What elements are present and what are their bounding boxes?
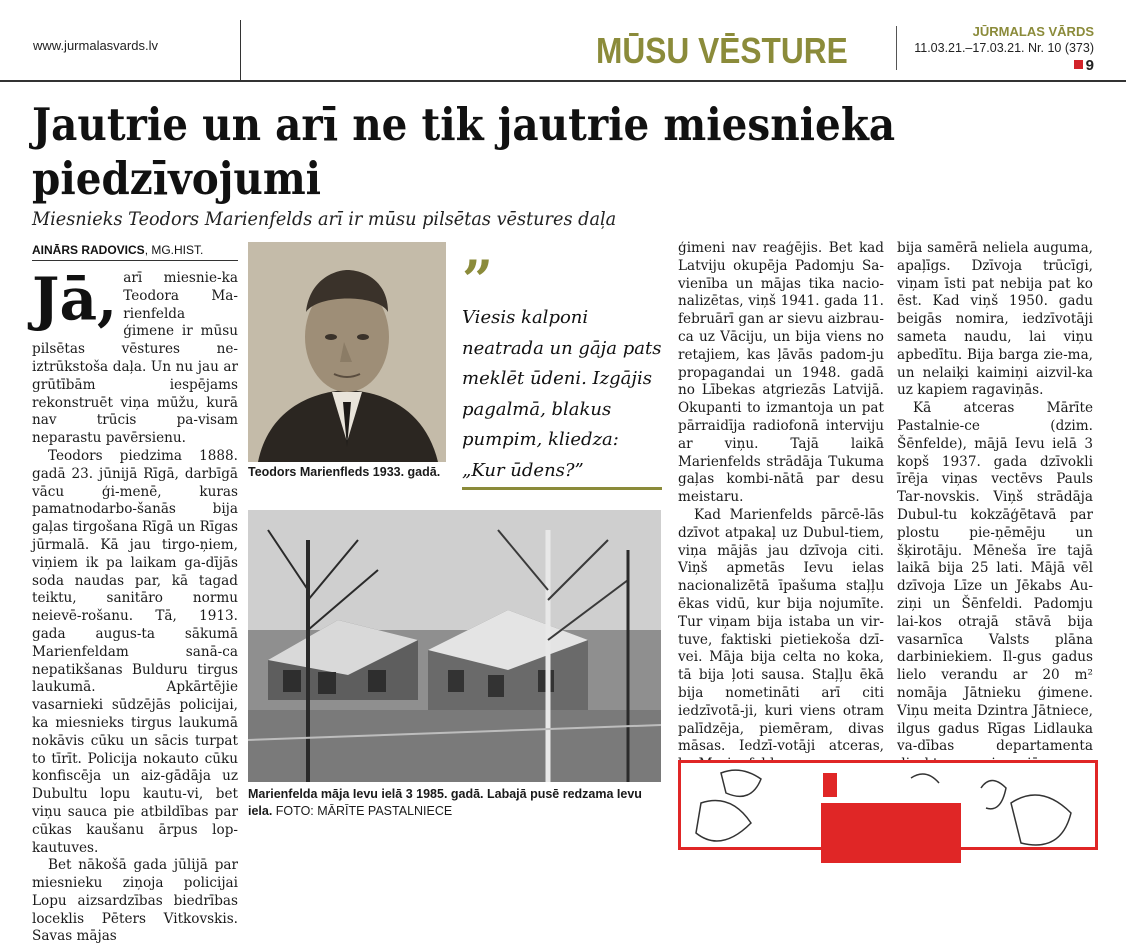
header-rule: [0, 80, 1126, 82]
byline: [32, 243, 203, 257]
paragraph-2: Teodors piedzima 1888. gadā 23. jūnijā Rīgā, darbīgā vācu ģi-menē, kuras pamatnodarbo-šanās bija gaļas tirgošana Rīgā un Rīgas jūrmalā. Kā jau tirgo-ņiem, viņiem ik pa laikam ga-dījās soda naudas par, kā tagad teiktu, sanitāro normu neievē-rošanu. Tā, 1913. gada augus-ta sākumā Marienfeldam sanā-ca nepatikšanas Bulduru tirgus laukumā. Apkārtējie vasarnieki sūdzējās policijai, ka miesnieks tirgus laukumā nokāvis cūku un sācis turpat to tīrīt. Policija nokauto cūku konfiscēja un aiz-gādāja uz Dubultu lopu kautu-vi, bet viņu sauca pie atbildības par cūkas kaušanu ārpus lop-kautuves.: [32, 447, 238, 856]
paragraph-1: [32, 265, 238, 448]
column-3: [678, 240, 884, 774]
author-name: AINĀRS RADOVICS: [32, 243, 145, 257]
pull-quote: Viesis kalponi neatrada un gāja pats meklēt ūdeni. Izgājis pagalmā, blakus pumpim, kliedza: „Kur ūdens?”: [462, 307, 662, 481]
pull-quote-rule: [462, 487, 662, 490]
byline-rule: [32, 260, 238, 261]
photo-credit: FOTO: MĀRĪTE PASTALNIECE: [272, 804, 453, 818]
paragraph-7: Kā atceras Mārīte Pastalnie-ce (dzim. Šēnfelde), mājā Ievu ielā 3 kopš 1937. gada dzīvokli īrēja viņas vectēvs Pauls Tar-novskis. Viņš strādāja Dubul-tu kokzāģētavā par plostu pie-ņēmēju un šķirotāju. Mēneša īre tajā laikā bija 25 lati. Mājā vēl dzīvoja Līze un Jēkabs Au-ziņi un Šēnfeldi. Padomju lai-kos otrajā stāvā bija vasarnīca Valsts plāna darbiniekiem. Il-gus gadus lielo verandu ar 20 m² nomāja Jātnieku ģimene. Viņu meita Dzintra Jātniece, ilgus gadus Rīgas Lidlauka va-dības departamenta: [897, 400, 1093, 755]
house-illustration: [248, 510, 661, 782]
header-separator: [240, 20, 241, 80]
paragraph-6: bija samērā neliela auguma, apaļīgs. Dzīvoja trūcīgi, viņam īsti pat nebija pat ko ēst. Kad viņš 1950. gadu beigās nomira, iedzīvotāji sameta naudu, lai viņu apbedītu. Bija barga zie-ma, un nelaiķi kaimiņi aizvil-ka uz kapiem ragaviņās.: [897, 240, 1093, 399]
house-caption-text: Marienfelda māja Ievu ielā 3 1985. gadā. Labajā pusē redzama Ievu iela.: [248, 787, 642, 818]
paragraph-4: ģimeni nav reaģējis. Bet kad Latviju okupēja Padomju Sa-vienība un mājas tika nacio-nalizētas, viņš 1941. gada 11. februārī gan ar sievu aizbrau-ca uz Vāciju, un bija viens no retajiem, kas ļāvās padom-ju propagandai un 1948. gadā no Lībekas atgriezās Latvijā. Okupanti to izmantoja un pat pārraidīja radiofonā interviju ar viņu. Tajā laikā Marienfelds strādāja Tukuma gaļas kombi-nātā par desu meistaru.: [678, 240, 884, 506]
vegetables-illustration: [681, 763, 1101, 853]
column-4: [897, 240, 1093, 827]
column-1: [32, 265, 238, 946]
dropcap: Jā,: [32, 265, 118, 333]
paragraph-3: Bet nākošā gada jūlijā par miesnieku ziņoja policijai Lopu aizsardzības biedrības loceklis Pēters Vitkovskis. Savas mājas: [32, 857, 238, 945]
headline: Jautrie un arī ne tik jautrie miesnieka piedzīvojumi: [32, 98, 896, 205]
section-title: MŪSU VĒSTURE: [596, 30, 848, 71]
paper-name: JŪRMALAS VĀRDS: [972, 24, 1094, 39]
paragraph-5: Kad Marienfelds pārcē-lās dzīvot atpakaļ uz Dubul-tiem, viņa mājās jau dzīvoja citi. Viņš apmetās Ievu ielas nacionalizētā īpašuma staļļu ēkas vidū, kur bija nojumīte. Tur viņam bija istaba un vir-tuve, faktiski pietiekoša dzī-vei. Māja bija celta no koka, tā bija ļoti sausa. Staļļu ēkā bija nometināti arī citi iedzīvotā-ji, kuri viens otram palīdzēja, piemēram, divas māsas. Iedzī-votāji atceras,: [678, 506, 884, 755]
header-separator-right: [896, 26, 897, 70]
page-number-value: 9: [1085, 57, 1094, 74]
portrait-photo: [248, 242, 446, 462]
page-number: [1074, 57, 1094, 74]
house-caption: [248, 786, 663, 820]
deck: Miesnieks Teodors Marienfelds arī ir mūsu pilsētas vēstures daļa: [32, 208, 617, 230]
paragraph-1-text: arī miesnie-ka Teodora Ma-rienfelda ģimene ir mūsu pilsētas vēstures ne-iztrūkstoša daļa. Un nu jau ar grūtībām iespējams rekonstruēt viņa mūžu, kurā nav trūcis pa-visam neparastu pavērsienu.: [32, 270, 238, 447]
advertisement[interactable]: [678, 760, 1098, 850]
portrait-caption: Teodors Marienfleds 1933. gadā.: [248, 465, 441, 479]
page-marker-icon: [1074, 60, 1083, 69]
house-photo: [248, 510, 661, 782]
issue-date: 11.03.21.–17.03.21. Nr. 10 (373): [914, 41, 1094, 55]
quote-mark-icon: ”: [462, 248, 494, 312]
portrait-illustration: [248, 242, 446, 462]
site-url[interactable]: www.jurmalasvards.lv: [33, 38, 158, 53]
author-title: , MG.HIST.: [144, 243, 204, 257]
